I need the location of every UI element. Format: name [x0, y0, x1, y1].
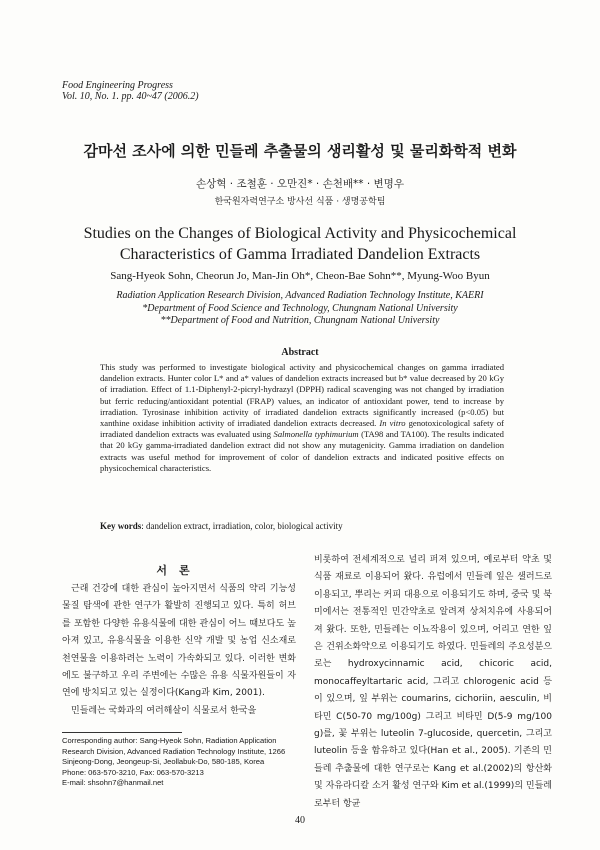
korean-title: 감마선 조사에 의한 민들레 추출물의 생리활성 및 물리화학적 변화	[83, 142, 517, 160]
abstract-body	[100, 362, 504, 474]
english-authors: Sang-Hyeok Sohn, Cheorun Jo, Man-Jin Oh*, Cheon-Bae Sohn**, Myung-Woo Byun	[110, 270, 490, 282]
journal-header	[62, 80, 199, 102]
english-affiliations	[0, 290, 600, 328]
affiliation-1: Radiation Application Research Division, Advanced Radiation Technology Institute, KAERI	[116, 290, 484, 301]
affiliation-3: **Department of Food and Nutrition, Chungnam National University	[160, 315, 440, 326]
korean-authors: 손상혁 · 조철훈 · 오만진* · 손천배** · 변명우	[196, 178, 404, 190]
right-column	[314, 552, 552, 813]
abstract-text-2: genotoxicological safety of irradiated dandelion extracts was evaluated using	[100, 418, 504, 440]
abstract-heading: Abstract	[281, 347, 319, 358]
abstract-salmonella: Salmonella typhimurium	[273, 429, 359, 440]
intro-paragraph-2: 민들레는 국화과의 여러해살이 식물로서 한국을	[71, 705, 257, 716]
korean-affiliation: 한국원자력연구소 방사선 식품 · 생명공학팀	[214, 197, 386, 207]
section-heading: 서론	[156, 564, 202, 577]
keywords-label: Key words	[100, 521, 142, 531]
correspondence-footnote	[62, 736, 300, 789]
affiliation-2: *Department of Food Science and Technology, Chungnam National University	[142, 302, 458, 314]
page-number: 40	[295, 815, 305, 826]
keywords	[100, 521, 504, 531]
journal-volume: Vol. 10, No. 1. pp. 40~47 (2006.2)	[62, 91, 199, 102]
abstract-in-vitro: In vitro	[379, 418, 406, 429]
journal-name: Food Engineering Progress	[62, 80, 173, 91]
keywords-text: : dandelion extract, irradiation, color, biological activity	[141, 521, 343, 531]
intro-paragraph-1: 근래 건강에 대한 관심이 높아지면서 식품의 약리 기능성 물질 탐색에 관한 연구가 활발히 진행되고 있다. 특히 허브를 포함한 다양한 유용식물에 대한 관심이 어느 때보다도 높아져 있고, 유용식물을 이용한 신약 개발 및 농업 신소재로 천연물을 이용하려는 노력이 가속화되고 있다. 이러한 변화에도 불구하고 우리 주변에는 수많은 유용 식물자원들이 자연에 방치되고 있는 실정이다(Kang과 Kim, 2001).	[62, 584, 296, 699]
abstract-text-1: This study was performed to investigate biological activity and physicochemical changes on gamma irradiated dandelion extracts. Hunter color L* and a* values of dandelion extracts increased but b* value decreased by 20 kGy of irradiation. Effect of 1.1-Diphenyl-2-picryl-hydrazyl (DPPH) radical scavenging was not changed by irradiation but ferric reducing/antioxidant potential (FRAP) values, an indicator of antioxidant power, tend to increase by irradiation. Tyrosinase inhibition activity of irradiated dandelion extracts significantly increased (p<0.05) but xanthine oxidase inhibition activity of irradiated dandelion extracts decreased.	[100, 362, 504, 429]
abstract-text-3: (TA98 and TA100). The results indicated that 20 kGy gamma-irradiated dandelion extract did not show any mutagenicity. Gamma irradiation on dandelion extracts was useful method for improvement of color of dandelion extracts and indicated positive effects on physicochemical characteristics.	[100, 429, 504, 473]
correspondence-phone: Phone: 063-570-3210, Fax: 063-570-3213	[62, 767, 204, 777]
intro-paragraph-3: 비롯하여 전세계적으로 널리 퍼져 있으며, 예로부터 약초 및 식품 재료로 이용되어 왔다. 유럽에서 민들레 잎은 샐러드로 이용되고, 뿌리는 커피 대용으로 이용되기도 하며, 중국 및 북미에서는 전통적인 민간약초로 알려져 상처치유에 사용되어져 왔다. 또한, 민들레는 이뇨작용이 있으며, 어리고 연한 잎은 건위소화약으로 이용되기도 하였다. 민들레의 주요성분으로는 hydroxycinnamic acid, chicoric acid, monocaffeyltartaric acid, 그리고 chlorogenic acid 등이 있으며, 잎 부위는 coumarins, cichoriin, aesculin, 비타민 C(50-70 mg/100g) 그리고 비타민 D(5-9 mg/100 g)를, 꽃 부위는 luteolin 7-glucoside, quercetin, 그리고 luteolin 등을 함유하고 있다(Han et al., 2005). 기존의 민들레 추출물에 대한 연구로는 Kang et al.(2002)의 항산화 및 자유라디칼 소거 활성 연구와 Kim et al.(1999)의 민들레로부터 항균	[314, 555, 552, 809]
correspondence-author: Corresponding author: Sang-Hyeok Sohn, Radiation Application Research Division, Advanced Radiation Technology Institute, 1266 Sinjeong-Dong, Jeongeup-Si, Jeollabuk-Do, 580-185, Korea	[62, 736, 286, 767]
correspondence-email: E-mail: shsohn7@hanmail.net	[62, 778, 164, 788]
english-title-line1: Studies on the Changes of Biological Activity and Physicochemical	[83, 225, 517, 242]
english-title	[0, 223, 600, 265]
english-title-line2: Characteristics of Gamma Irradiated Dandelion Extracts	[119, 246, 481, 263]
left-column	[62, 561, 296, 720]
footnote-divider	[62, 732, 182, 733]
